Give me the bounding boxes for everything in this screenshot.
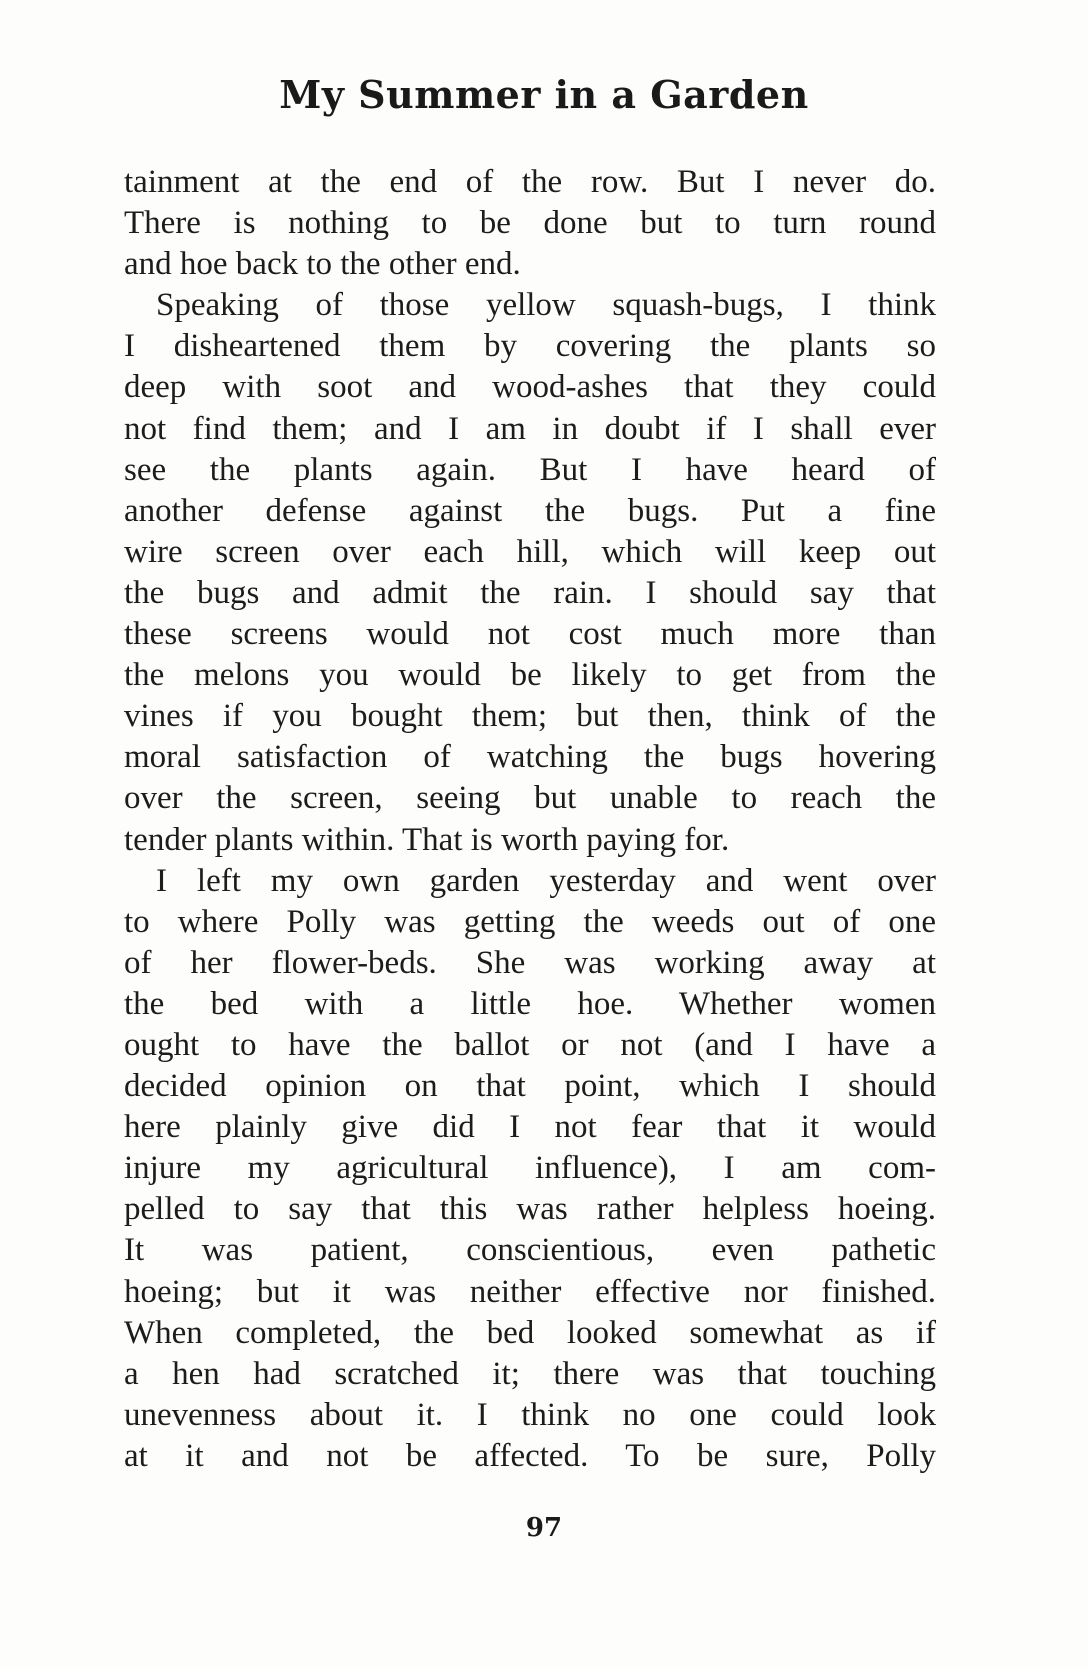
text-line: It was patient, conscientious, even pathetic [124, 1232, 936, 1269]
text-line: I disheartened them by covering the plants so [124, 328, 936, 365]
body-text [124, 162, 936, 1477]
text-line: the melons you would be likely to get from the [124, 657, 936, 694]
text-line: When completed, the bed looked somewhat as if [124, 1314, 936, 1351]
text-line: pelled to say that this was rather helpless hoeing. [124, 1191, 936, 1228]
text-line: at it and not be affected. To be sure, Polly [124, 1437, 936, 1474]
text-line: to where Polly was getting the weeds out of one [124, 903, 936, 940]
text-line: vines if you bought them; but then, think of the [124, 698, 936, 735]
running-title: My Summer in a Garden [279, 72, 809, 117]
text-line: hoeing; but it was neither effective nor finished. [124, 1273, 936, 1310]
text-line: over the screen, seeing but unable to reach the [124, 780, 936, 817]
text-line: the bed with a little hoe. Whether women [124, 985, 936, 1022]
text-line: injure my agricultural influence), I am com- [124, 1150, 936, 1187]
text-line: ought to have the ballot or not (and I have a [124, 1026, 936, 1063]
text-line: There is nothing to be done but to turn round [124, 205, 936, 242]
text-line: wire screen over each hill, which will keep out [124, 533, 936, 570]
text-line: and hoe back to the other end. [124, 246, 521, 283]
text-line: here plainly give did I not fear that it would [124, 1109, 936, 1146]
text-line: moral satisfaction of watching the bugs hovering [124, 739, 936, 776]
text-line: the bugs and admit the rain. I should say that [124, 574, 936, 611]
text-line: tender plants within. That is worth paying for. [124, 821, 730, 858]
text-line: tainment at the end of the row. But I never do. [124, 164, 936, 200]
text-line: decided opinion on that point, which I should [124, 1068, 936, 1105]
text-line: Speaking of those yellow squash-bugs, I think [156, 287, 936, 324]
text-line: these screens would not cost much more than [124, 616, 936, 653]
page-number: 97 [525, 1513, 563, 1543]
text-line: not find them; and I am in doubt if I shall ever [124, 410, 936, 447]
text-line: another defense against the bugs. Put a fine [124, 492, 936, 529]
text-line: of her flower-beds. She was working away at [124, 944, 936, 981]
text-line: see the plants again. But I have heard of [124, 451, 936, 488]
text-line: a hen had scratched it; there was that touching [124, 1355, 936, 1392]
text-line: I left my own garden yesterday and went over [156, 862, 936, 899]
text-line: deep with soot and wood-ashes that they could [124, 369, 936, 406]
text-line: unevenness about it. I think no one could look [124, 1396, 936, 1433]
